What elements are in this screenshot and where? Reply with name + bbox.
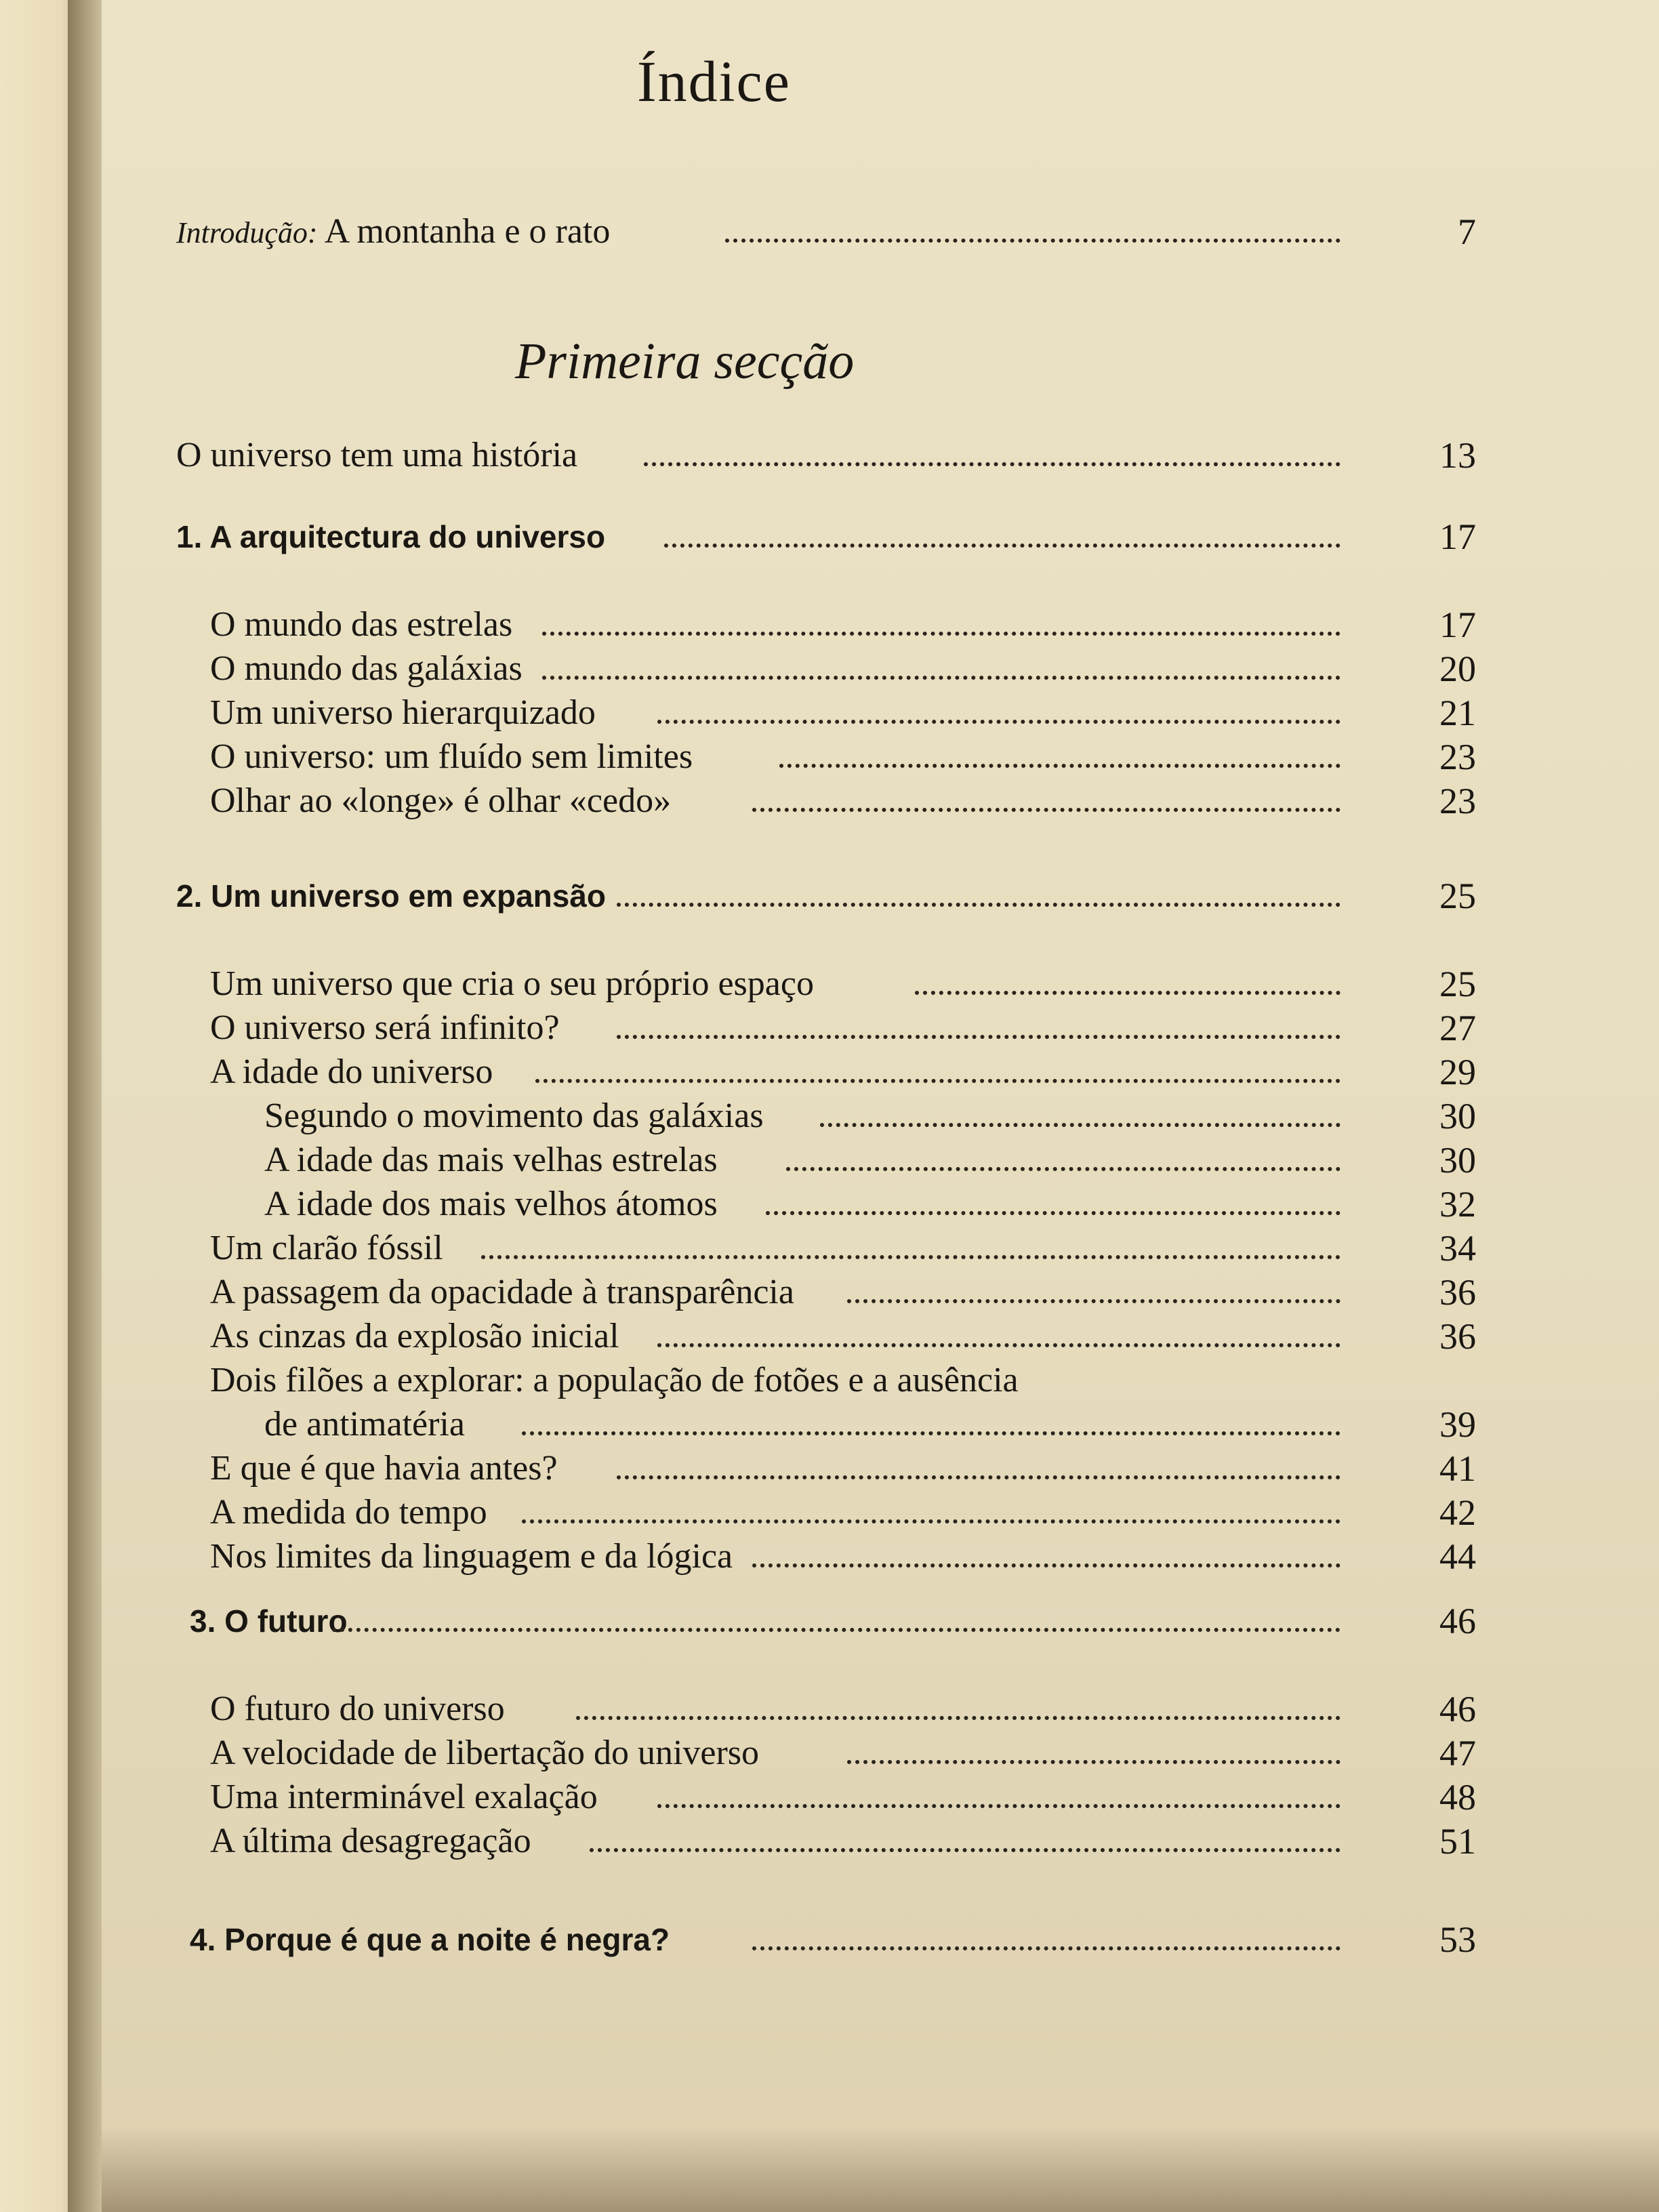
page-number: 21 — [1439, 693, 1476, 733]
page-number: 7 — [1458, 211, 1476, 252]
dot-leader — [644, 457, 1340, 466]
toc-entry-label: de antimatéria — [264, 1405, 465, 1443]
toc-entry — [102, 647, 1659, 691]
chapter-label: 3. O futuro — [190, 1603, 348, 1639]
toc-entry-label: Um universo hierarquizado — [210, 693, 596, 732]
toc-entry-label: O mundo das estrelas — [210, 605, 513, 644]
chapter-label: 2. Um universo em expansão — [176, 878, 607, 914]
toc-entry — [102, 1732, 1659, 1775]
toc-entry-label: Um universo que cria o seu próprio espaço — [210, 964, 814, 1003]
dot-leader — [664, 538, 1340, 548]
dot-leader — [725, 233, 1340, 243]
toc-chapter-heading — [102, 874, 1659, 918]
book-page — [102, 0, 1659, 2212]
page-number: 42 — [1439, 1492, 1476, 1533]
toc-entry — [102, 1006, 1659, 1050]
toc-entry — [102, 1315, 1659, 1358]
page-number: 44 — [1439, 1536, 1476, 1577]
page-number: 46 — [1439, 1689, 1476, 1729]
chapter-label: 4. Porque é que a noite é negra? — [190, 1922, 670, 1957]
dot-leader — [535, 1073, 1340, 1083]
intro-prefix: Introdução: — [176, 216, 318, 249]
dot-leader — [590, 1843, 1340, 1852]
dot-leader — [915, 985, 1340, 995]
dot-leader — [847, 1294, 1340, 1303]
toc-entry-label: Olhar ao «longe» é olhar «cedo» — [210, 781, 672, 820]
toc-chapter-heading — [102, 1918, 1659, 1961]
dot-leader — [657, 714, 1340, 724]
toc-entry-label: Um clarão fóssil — [210, 1229, 443, 1267]
toc-entry-label: A passagem da opacidade à transparência — [210, 1273, 794, 1311]
toc-chapter-heading — [102, 1599, 1659, 1643]
toc-entry-label: O mundo das galáxias — [210, 649, 523, 688]
page-number: 25 — [1439, 964, 1476, 1004]
toc-entry — [102, 1271, 1659, 1314]
page-number: 53 — [1439, 1919, 1476, 1960]
toc-entry-label: A medida do tempo — [210, 1493, 487, 1532]
page-number: 48 — [1439, 1777, 1476, 1818]
dot-leader — [766, 1206, 1340, 1215]
dot-leader — [657, 1799, 1340, 1808]
dot-leader — [752, 1558, 1340, 1568]
page-number: 36 — [1439, 1316, 1476, 1357]
page-number: 30 — [1439, 1140, 1476, 1181]
dot-leader — [576, 1711, 1340, 1720]
toc-entry-label: O universo: um fluído sem limites — [210, 737, 693, 776]
page-number: 17 — [1439, 605, 1476, 645]
page-number: 47 — [1439, 1733, 1476, 1774]
page-number: 36 — [1439, 1272, 1476, 1313]
toc-entry — [102, 1535, 1659, 1578]
page-number: 34 — [1439, 1228, 1476, 1269]
intro-label: A montanha e o rato — [324, 212, 611, 251]
page-number: 41 — [1439, 1448, 1476, 1489]
toc-entry — [102, 1447, 1659, 1490]
toc-chapter-heading — [102, 515, 1659, 558]
dot-leader — [332, 1622, 1340, 1632]
section-title: Primeira secção — [515, 333, 855, 390]
dot-leader — [752, 802, 1340, 812]
page-number: 30 — [1439, 1096, 1476, 1136]
toc-entry — [102, 962, 1659, 1006]
dot-leader — [617, 1029, 1340, 1039]
dot-leader — [542, 670, 1340, 680]
toc-entry-label: Uma interminável exalação — [210, 1778, 598, 1816]
page-number: 25 — [1439, 876, 1476, 916]
toc-entry — [102, 1094, 1659, 1138]
dot-leader — [657, 1338, 1340, 1347]
toc-entry — [102, 779, 1659, 823]
chapter-label: 1. A arquitectura do universo — [176, 519, 606, 554]
dot-leader — [779, 758, 1340, 768]
toc-entry-label: As cinzas da explosão inicial — [210, 1317, 619, 1355]
toc-entry-label: O universo será infinito? — [210, 1008, 560, 1047]
dot-leader — [542, 626, 1340, 636]
toc-entry — [102, 1776, 1659, 1819]
page-number: 46 — [1439, 1601, 1476, 1641]
dot-leader — [617, 1470, 1340, 1479]
toc-entry — [102, 603, 1659, 647]
toc-entry — [102, 434, 1659, 477]
page-number: 17 — [1439, 516, 1476, 557]
dot-leader — [820, 1118, 1340, 1127]
page-number: 20 — [1439, 649, 1476, 689]
toc-entry-label: A última desagregação — [210, 1822, 531, 1860]
dot-leader — [752, 1941, 1340, 1950]
toc-entry-label: O universo tem uma história — [176, 436, 578, 474]
toc-entry-label: A idade dos mais velhos átomos — [264, 1185, 718, 1223]
dot-leader — [847, 1755, 1340, 1764]
toc-entry-label: O futuro do universo — [210, 1689, 505, 1728]
toc-entry — [102, 1491, 1659, 1534]
dot-leader — [617, 897, 1340, 907]
toc-entry-label: Dois filões a explorar: a população de fotões e a ausência — [210, 1361, 1019, 1399]
page-number: 32 — [1439, 1184, 1476, 1225]
page-number: 29 — [1439, 1052, 1476, 1092]
page-number: 39 — [1439, 1404, 1476, 1445]
page-number: 27 — [1439, 1008, 1476, 1048]
page-title: Índice — [637, 49, 791, 114]
dot-leader — [522, 1426, 1340, 1435]
toc-entry — [102, 1227, 1659, 1270]
toc-entry — [102, 1050, 1659, 1094]
dot-leader — [481, 1250, 1340, 1259]
toc-entry — [102, 1687, 1659, 1731]
toc-entry — [102, 1139, 1659, 1182]
toc-entry — [102, 1183, 1659, 1226]
page-number: 13 — [1439, 435, 1476, 476]
page-number: 23 — [1439, 781, 1476, 821]
page-number: 51 — [1439, 1821, 1476, 1862]
dot-leader — [786, 1162, 1340, 1171]
toc-entry-label: Segundo o movimento das galáxias — [264, 1097, 764, 1135]
page-shadow — [102, 2128, 1659, 2212]
page-number: 23 — [1439, 737, 1476, 777]
toc-entry — [102, 691, 1659, 735]
toc-entry-label: A idade do universo — [210, 1052, 493, 1091]
toc-entry-label: A velocidade de libertação do universo — [210, 1734, 760, 1772]
dot-leader — [522, 1514, 1340, 1523]
toc-entry-label: Nos limites da linguagem e da lógica — [210, 1537, 733, 1576]
toc-entry-label: A idade das mais velhas estrelas — [264, 1141, 718, 1179]
toc-entry — [102, 735, 1659, 779]
toc-entry-label: E que é que havia antes? — [210, 1449, 558, 1488]
toc-entry — [102, 1359, 1659, 1402]
toc-entry — [102, 1403, 1659, 1446]
toc-entry — [102, 1820, 1659, 1863]
toc-entry-intro — [102, 210, 1659, 253]
